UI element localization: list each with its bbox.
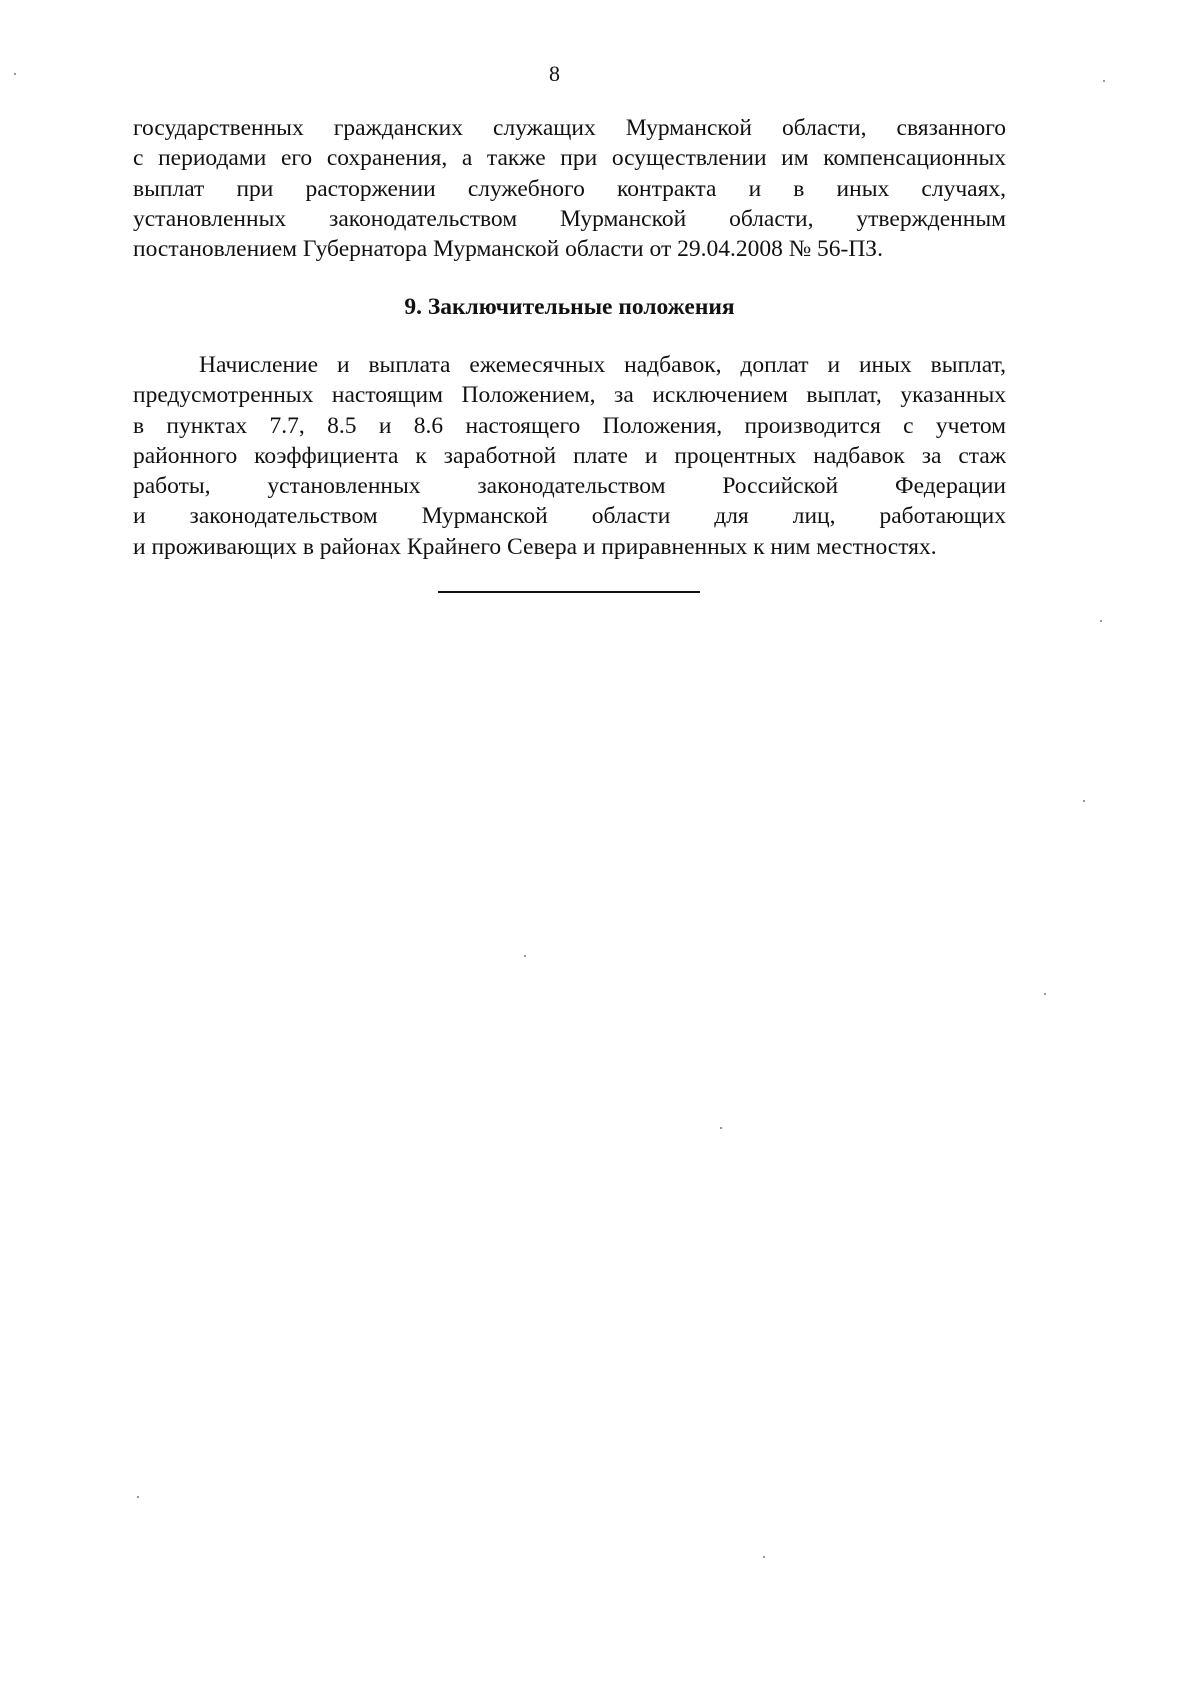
scan-speck xyxy=(1083,800,1085,802)
paragraph-line: работы, установленных законодательством Российской Федерации xyxy=(133,473,1006,500)
paragraph-line: Начисление и выплата ежемесячных надбавок, доплат и иных выплат, xyxy=(199,352,1006,378)
page-number: 8 xyxy=(549,61,560,86)
scan-speck xyxy=(1103,80,1105,82)
intro-paragraph xyxy=(133,113,1006,264)
scan-speck xyxy=(1044,993,1046,995)
end-of-document-rule xyxy=(438,591,700,593)
paragraph-line: районного коэффициента к заработной плате и процентных надбавок за стаж xyxy=(133,442,1006,469)
scan-speck xyxy=(14,73,16,75)
scan-speck xyxy=(720,1127,722,1129)
paragraph-line: государственных гражданских служащих Мурманской области, связанного xyxy=(133,115,1006,141)
paragraph-line: и проживающих в районах Крайнего Севера и приравненных к ним местностях. xyxy=(133,533,937,560)
scan-speck xyxy=(1100,620,1102,622)
scan-speck xyxy=(763,1556,765,1558)
section-heading: 9. Заключительные положения xyxy=(404,294,735,320)
paragraph-line: предусмотренных настоящим Положением, за исключением выплат, указанных xyxy=(133,382,1006,409)
final-provisions-paragraph xyxy=(133,350,1006,562)
scan-speck xyxy=(137,1496,139,1498)
paragraph-line: и законодательством Мурманской области для лиц, работающих xyxy=(133,503,1006,530)
paragraph-line: постановлением Губернатора Мурманской области от 29.04.2008 № 56-ПЗ. xyxy=(133,236,883,263)
paragraph-line: с периодами его сохранения, а также при осуществлении им компенсационных xyxy=(133,145,1006,172)
paragraph-line: в пунктах 7.7, 8.5 и 8.6 настоящего Положения, производится с учетом xyxy=(133,412,1006,439)
paragraph-line: установленных законодательством Мурманской области, утвержденным xyxy=(133,205,1006,232)
paragraph-line: выплат при расторжении служебного контракта и в иных случаях, xyxy=(133,175,1006,202)
scan-speck xyxy=(524,955,526,957)
